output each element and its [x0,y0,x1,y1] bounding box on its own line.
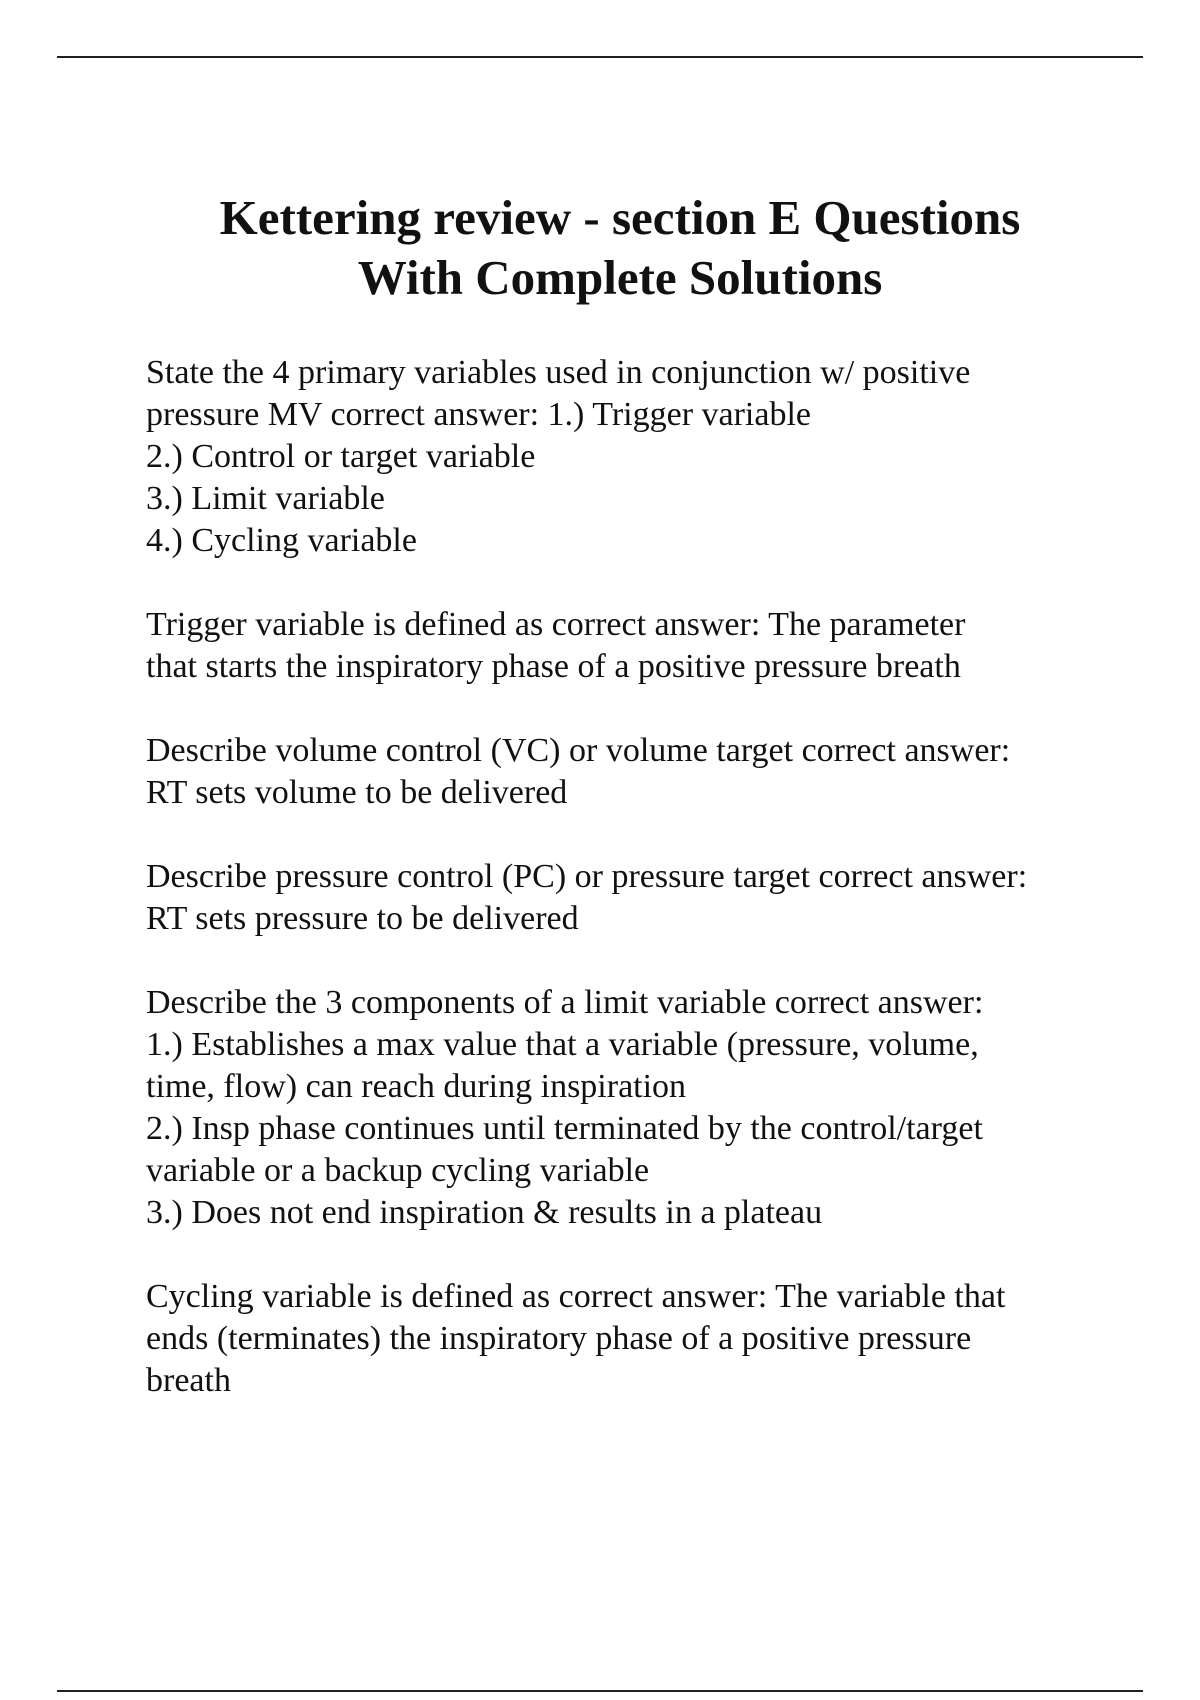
text-line: 3.) Does not end inspiration & results in a plateau [146,1194,823,1231]
text-line: 2.) Control or target variable [146,438,536,475]
text-line: breath [146,1362,231,1399]
text-line: 3.) Limit variable [146,480,385,517]
title-line: Kettering review - section E Questions [219,190,1021,245]
text-line: variable or a backup cycling variable [146,1152,650,1189]
document-body [146,352,1146,1444]
qa-entry-trigger-variable [146,604,1146,688]
text-line: RT sets volume to be delivered [146,774,568,811]
text-line: Describe pressure control (PC) or pressure target correct answer: [146,858,1028,895]
text-line: 4.) Cycling variable [146,522,417,559]
qa-entry-volume-control [146,730,1146,814]
qa-entry-pressure-control [146,856,1146,940]
text-line: RT sets pressure to be delivered [146,900,579,937]
title-line: With Complete Solutions [357,250,883,305]
top-rule [57,56,1143,58]
text-line: Describe volume control (VC) or volume target correct answer: [146,732,1011,769]
text-line: that starts the inspiratory phase of a positive pressure breath [146,648,961,685]
text-line: State the 4 primary variables used in conjunction w/ positive [146,354,971,391]
text-line: 2.) Insp phase continues until terminated by the control/target [146,1110,983,1147]
text-line: Cycling variable is defined as correct answer: The variable that [146,1278,1006,1315]
qa-entry-cycling-variable [146,1276,1146,1402]
text-line: pressure MV correct answer: 1.) Trigger variable [146,396,812,433]
document-title [100,188,1140,308]
text-line: Trigger variable is defined as correct answer: The parameter [146,606,966,643]
text-line: time, flow) can reach during inspiration [146,1068,687,1105]
qa-entry-limit-variable [146,982,1146,1234]
text-line: Describe the 3 components of a limit variable correct answer: [146,984,984,1021]
text-line: 1.) Establishes a max value that a variable (pressure, volume, [146,1026,979,1063]
text-line: ends (terminates) the inspiratory phase of a positive pressure [146,1320,972,1357]
qa-entry-primary-variables [146,352,1146,562]
bottom-rule [57,1690,1143,1692]
